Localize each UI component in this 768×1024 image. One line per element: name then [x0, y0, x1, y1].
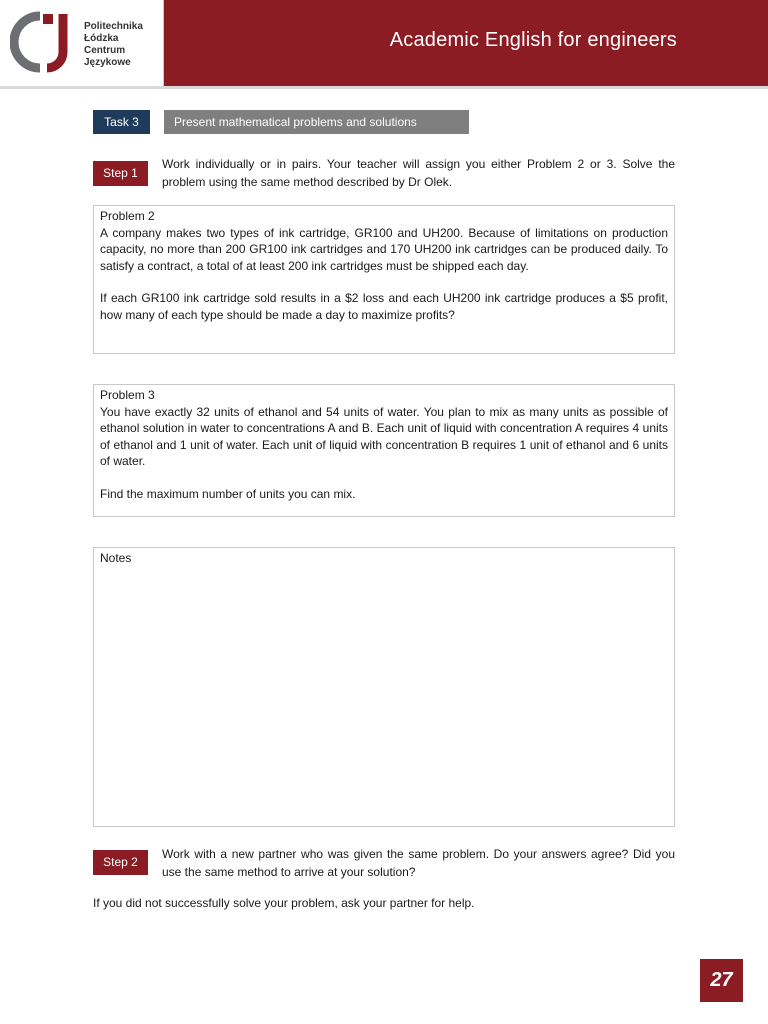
step1-text-e: . Solve the problem using the same method described by Dr Olek.	[162, 157, 676, 189]
step1-instructions	[162, 155, 675, 191]
help-note: If you did not successfully solve your problem, ask your partner for help.	[93, 896, 475, 910]
logo-line-4: Językowe	[84, 57, 131, 68]
step2-instructions: Work with a new partner who was given the same problem. Do your answers agree? Did you use the same method to arrive at your solution?	[162, 847, 675, 879]
step1-problem3-ref: 3	[606, 157, 614, 171]
task-title: Present mathematical problems and solutions	[164, 110, 469, 134]
logo-line-1: Politechnika	[84, 21, 143, 32]
problem2-paragraph-2: If each GR100 ink cartridge sold results in a $2 loss and each UH200 ink cartridge produces a $5 profit, how many of each type should be made a day to maximize profits?	[100, 291, 668, 322]
step1-badge: Step 1	[93, 161, 148, 186]
header-banner	[164, 0, 768, 86]
task-badge: Task 3	[93, 110, 150, 134]
problem2-box	[93, 205, 675, 354]
logo-line-3: Centrum	[84, 45, 126, 56]
step2-badge: Step 2	[93, 850, 148, 875]
page-header	[0, 0, 768, 86]
problem3-box	[93, 384, 675, 517]
notes-box[interactable]	[93, 547, 675, 827]
step1-text-a: Work individually or in pairs. Your teacher will assign you either	[162, 157, 527, 171]
page-number: 27	[700, 959, 743, 1002]
logo-text	[84, 21, 143, 69]
course-title: Academic English for engineers	[389, 29, 677, 51]
university-logo	[0, 0, 164, 86]
problem3-heading: Problem 3	[100, 388, 155, 402]
header-divider	[0, 86, 768, 89]
logo-mark-icon	[10, 10, 78, 74]
notes-heading: Notes	[100, 551, 132, 565]
step1-text-c: or	[584, 157, 607, 171]
problem2-paragraph-1: A company makes two types of ink cartridge, GR100 and UH200. Because of limitations on production capacity, no more than 200 GR100 ink cartridges and 170 UH200 ink cartridges can be produced daily. To satisfy a contract, a total of at least 200 ink cartridges must be shipped each day.	[100, 225, 668, 273]
step1-problem2-ref: Problem 2	[526, 157, 585, 171]
problem3-paragraph-1: You have exactly 32 units of ethanol and 54 units of water. You plan to mix as many units as possible of ethanol solution in water to concentrations A and B. Each unit of liquid with concentration A requires 4 units of ethanol and 1 unit of water. Each unit of liquid with concentration B requires 1 unit of ethanol and 6 units of water.	[100, 404, 668, 468]
logo-line-2: Łódzka	[84, 33, 119, 44]
problem3-paragraph-2: Find the maximum number of units you can mix.	[100, 486, 356, 501]
problem2-heading: Problem 2	[100, 209, 155, 223]
